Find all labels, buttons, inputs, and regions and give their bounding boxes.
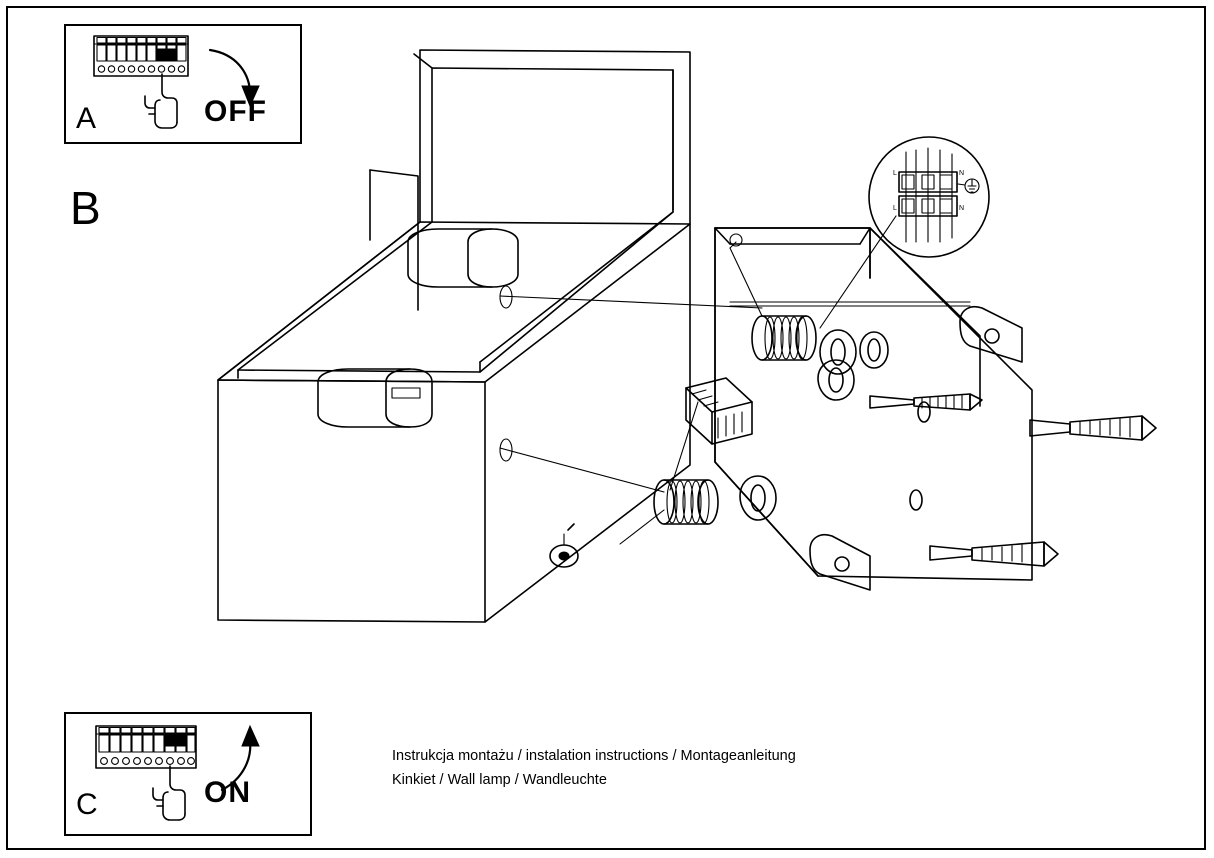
threaded-collar-upper — [752, 316, 816, 360]
caption-block — [392, 745, 796, 793]
step-c-letter: C — [76, 788, 98, 821]
terminal-label-l-bottom: L — [893, 205, 897, 212]
step-a-state-label: OFF — [204, 95, 267, 128]
caption-product: Kinkiet / Wall lamp / Wandleuchte — [392, 771, 607, 788]
hex-nut-b — [860, 332, 888, 368]
terminal-label-l-top: L — [893, 170, 897, 177]
threaded-collar-lower — [654, 480, 718, 524]
step-a-letter: A — [76, 102, 97, 135]
lamp-housing — [218, 50, 690, 622]
hex-nut-d — [740, 476, 776, 520]
hand-pointing-icon — [153, 766, 185, 820]
screw-bottom — [930, 542, 1058, 566]
step-b-letter: B — [70, 182, 101, 234]
hex-nut-c — [818, 360, 854, 400]
circuit-breaker-on-icon — [66, 714, 310, 834]
wall-lamp-exploded-assembly-icon — [170, 10, 1200, 690]
terminal-block-wiring-detail — [866, 134, 992, 260]
screw-lower-long — [1030, 416, 1156, 440]
step-c-state-label: ON — [204, 776, 251, 809]
caption-title: Instrukcja montażu / instalation instructions / Montageanleitung — [392, 748, 796, 764]
terminal-label-n-bottom: N — [959, 205, 965, 212]
earth-ground-icon — [958, 179, 979, 193]
terminal-block — [686, 378, 752, 444]
step-c-panel — [64, 712, 312, 836]
assembly-guide-lines — [500, 234, 762, 544]
terminal-label-n-top: N — [959, 170, 965, 177]
